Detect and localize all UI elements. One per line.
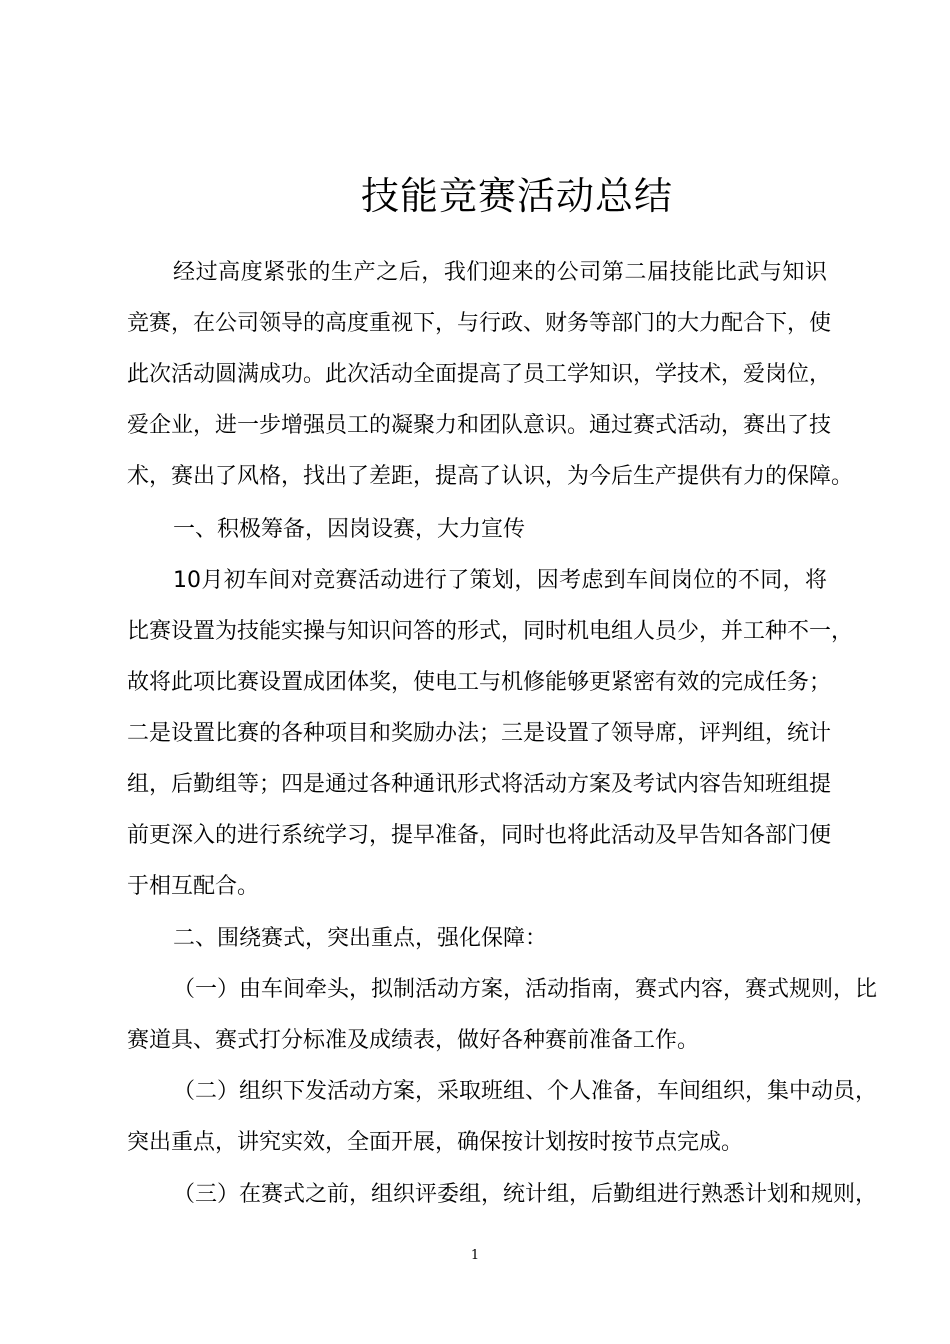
paragraph-line: 组，后勤组等；四是通过各种通讯形式将活动方案及考试内容告知班组提: [127, 772, 832, 797]
paragraph-line: （二）组织下发活动方案，采取班组、个人准备，车间组织，集中动员，: [173, 1079, 878, 1104]
paragraph-line: 于相互配合。: [127, 874, 260, 899]
paragraph-line: 竞赛，在公司领导的高度重视下，与行政、财务等部门的大力配合下，使: [127, 311, 832, 336]
paragraph-line: 二是设置比赛的各种项目和奖励办法；三是设置了领导席，评判组，统计: [127, 721, 832, 746]
paragraph-line: 10月初车间对竞赛活动进行了策划，因考虑到车间岗位的不同，将: [173, 568, 827, 593]
paragraph-line: 此次活动圆满成功。此次活动全面提高了员工学知识，学技术，爱岗位，: [127, 362, 832, 387]
paragraph-line: 前更深入的进行系统学习，提早准备，同时也将此活动及早告知各部门便: [127, 823, 832, 848]
paragraph-line: 故将此项比赛设置成团体奖，使电工与机修能够更紧密有效的完成任务；: [127, 670, 832, 695]
page-number: 1: [470, 1248, 480, 1263]
paragraph-line: 经过高度紧张的生产之后，我们迎来的公司第二届技能比武与知识: [173, 260, 827, 285]
paragraph-line: 爱企业，进一步增强员工的凝聚力和团队意识。通过赛式活动，赛出了技: [127, 413, 832, 438]
document-title: 技能竞赛活动总结: [360, 174, 673, 218]
paragraph-line: （三）在赛式之前，组织评委组，统计组，后勤组进行熟悉计划和规则，: [173, 1182, 878, 1207]
paragraph-line: （一）由车间牵头，拟制活动方案，活动指南，赛式内容，赛式规则，比: [173, 977, 878, 1002]
paragraph-line: 赛道具、赛式打分标准及成绩表，做好各种赛前准备工作。: [127, 1028, 700, 1053]
paragraph-line: 突出重点，讲究实效，全面开展，确保按计划按时按节点完成。: [127, 1130, 744, 1155]
section-heading: 一、积极筹备，因岗设赛，大力宣传: [173, 517, 526, 542]
section-heading: 二、围绕赛式，突出重点，强化保障：: [173, 926, 548, 951]
paragraph-line: 术，赛出了风格，找出了差距，提高了认识，为今后生产提供有力的保障。: [127, 464, 854, 489]
paragraph-line: 比赛设置为技能实操与知识问答的形式，同时机电组人员少，并工种不一，: [127, 619, 854, 644]
